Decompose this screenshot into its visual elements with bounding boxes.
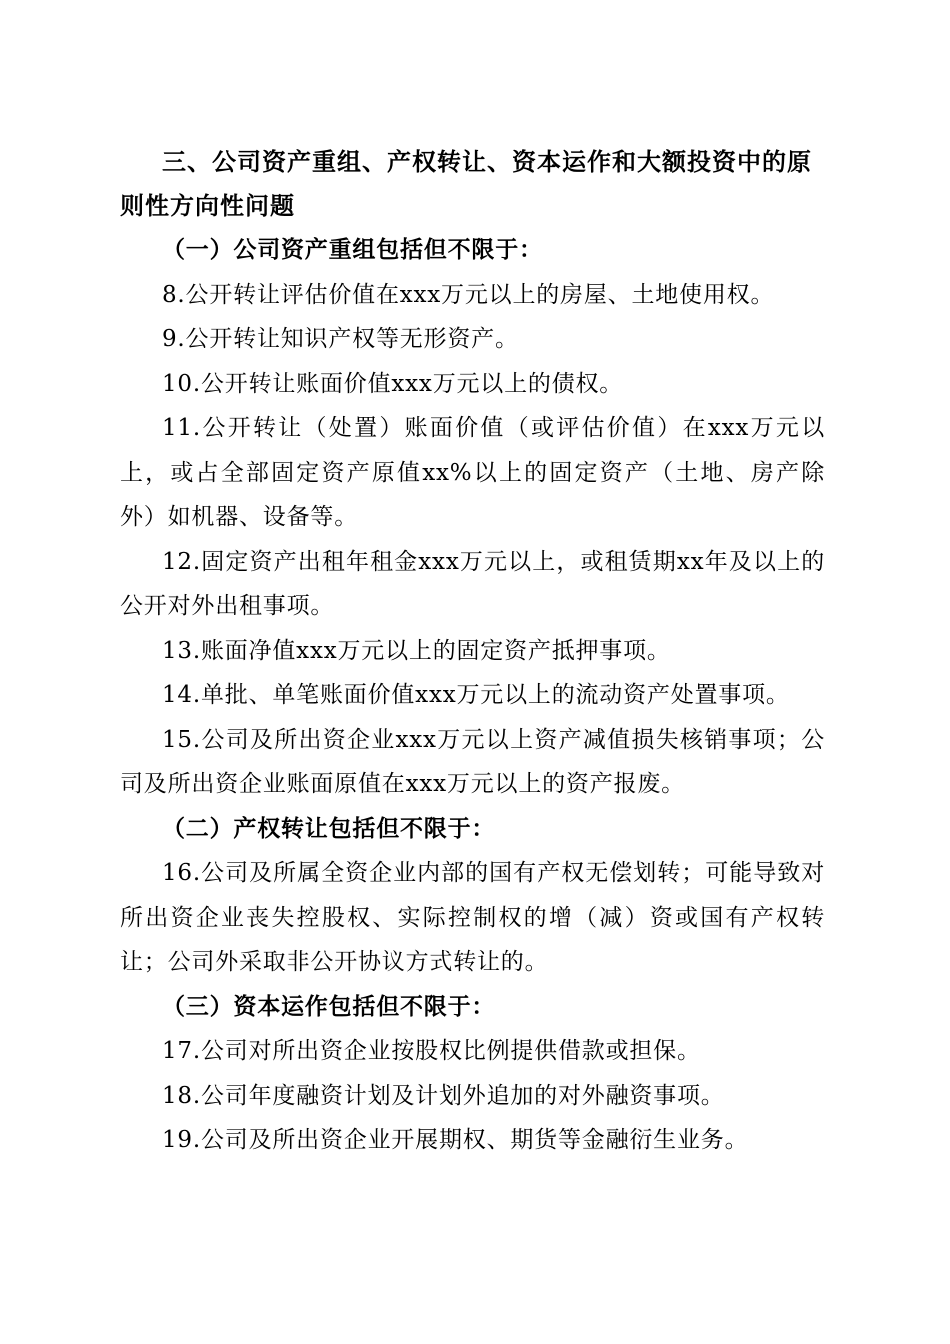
clause-18: 18.公司年度融资计划及计划外追加的对外融资事项。 bbox=[162, 1082, 725, 1109]
clause-10: 10.公开转让账面价值xxx万元以上的债权。 bbox=[162, 370, 624, 397]
section-heading: 三、公司资产重组、产权转让、资本运作和大额投资中的原则性方向性问题 bbox=[120, 148, 812, 220]
document-page bbox=[120, 140, 825, 1163]
subsection-title-2: （二）产权转让包括但不限于： bbox=[162, 814, 496, 842]
clause-16: 16.公司及所属全资企业内部的国有产权无偿划转；可能导致对所出资企业丧失控股权、实际控制权的增（减）资或国有产权转让；公司外采取非公开协议方式转让的。 bbox=[120, 860, 825, 975]
clause-11: 11.公开转让（处置）账面价值（或评估价值）在xxx万元以上，或占全部固定资产原值xx%以上的固定资产（土地、房产除外）如机器、设备等。 bbox=[120, 415, 825, 530]
clause-13: 13.账面净值xxx万元以上的固定资产抵押事项。 bbox=[162, 637, 671, 664]
clause-15: 15.公司及所出资企业xxx万元以上资产减值损失核销事项；公司及所出资企业账面原值在xxx万元以上的资产报废。 bbox=[120, 726, 825, 797]
clause-17: 17.公司对所出资企业按股权比例提供借款或担保。 bbox=[162, 1038, 701, 1064]
clause-9: 9.公开转让知识产权等无形资产。 bbox=[162, 326, 519, 352]
clause-19: 19.公司及所出资企业开展期权、期货等金融衍生业务。 bbox=[162, 1127, 749, 1153]
subsection-title-3: （三）资本运作包括但不限于： bbox=[162, 992, 496, 1020]
clause-14: 14.单批、单笔账面价值xxx万元以上的流动资产处置事项。 bbox=[162, 682, 790, 708]
clause-8: 8.公开转让评估价值在xxx万元以上的房屋、土地使用权。 bbox=[162, 281, 775, 308]
subsection-title-1: （一）公司资产重组包括但不限于： bbox=[162, 236, 543, 263]
clause-12: 12.固定资产出租年租金xxx万元以上，或租赁期xx年及以上的公开对外出租事项。 bbox=[120, 548, 825, 619]
